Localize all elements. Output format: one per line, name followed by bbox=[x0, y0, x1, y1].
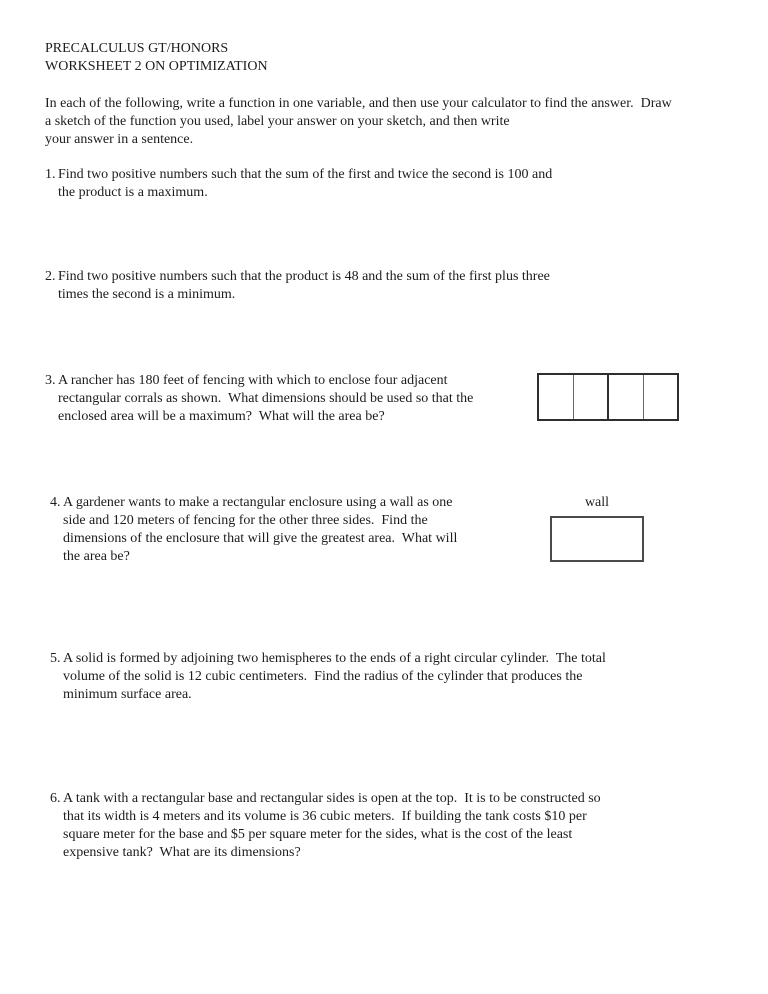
problem-3-number: 3. bbox=[45, 373, 56, 388]
corral-cell bbox=[539, 375, 574, 419]
problem-3-text: A rancher has 180 feet of fencing with which to enclose four adjacent bbox=[58, 373, 448, 388]
problem-4-number: 4. bbox=[50, 495, 61, 510]
wall-label: wall bbox=[584, 495, 610, 510]
problem-5-text: A solid is formed by adjoining two hemispheres to the ends of a right circular cylinder. The total bbox=[63, 651, 606, 666]
problem-6-text: that its width is 4 meters and its volume is 36 cubic meters. If building the tank costs $10 per bbox=[63, 809, 587, 824]
problem-3 bbox=[45, 372, 473, 426]
problem-4-text: dimensions of the enclosure that will give the greatest area. What will bbox=[63, 531, 458, 546]
problem-5-number: 5. bbox=[50, 651, 61, 666]
problem-3-text: rectangular corrals as shown. What dimensions should be used so that the bbox=[58, 391, 474, 406]
instructions-line: a sketch of the function you used, label your answer on your sketch, and then write bbox=[45, 114, 510, 129]
worksheet-header bbox=[45, 40, 268, 76]
corral-cell bbox=[609, 375, 644, 419]
problem-3-text: enclosed area will be a maximum? What will the area be? bbox=[58, 409, 385, 424]
corral-diagram bbox=[537, 373, 679, 421]
problem-1-text: the product is a maximum. bbox=[58, 185, 208, 200]
instructions-line: In each of the following, write a function in one variable, and then use your calculator to find the answer. Draw bbox=[45, 96, 672, 111]
problem-5-text: minimum surface area. bbox=[63, 687, 192, 702]
course-title: PRECALCULUS GT/HONORS bbox=[45, 41, 229, 56]
problem-2-number: 2. bbox=[45, 269, 56, 284]
problem-6 bbox=[50, 790, 601, 862]
problem-2 bbox=[45, 268, 550, 304]
problem-1-text: Find two positive numbers such that the sum of the first and twice the second is 100 and bbox=[58, 167, 553, 182]
problem-1 bbox=[45, 166, 552, 202]
problem-4-text: A gardener wants to make a rectangular enclosure using a wall as one bbox=[63, 495, 453, 510]
problem-2-text: Find two positive numbers such that the product is 48 and the sum of the first plus three bbox=[58, 269, 550, 284]
problem-6-text: expensive tank? What are its dimensions? bbox=[63, 845, 301, 860]
instructions-paragraph bbox=[45, 95, 672, 149]
worksheet-title: WORKSHEET 2 ON OPTIMIZATION bbox=[45, 59, 268, 74]
problem-4-text: the area be? bbox=[63, 549, 130, 564]
problem-4 bbox=[50, 494, 457, 566]
problem-2-text: times the second is a minimum. bbox=[58, 287, 236, 302]
problem-6-text: A tank with a rectangular base and rectangular sides is open at the top. It is to be constructed so bbox=[63, 791, 601, 806]
corral-cell bbox=[644, 375, 678, 419]
problem-6-text: square meter for the base and $5 per square meter for the sides, what is the cost of the least bbox=[63, 827, 573, 842]
problem-4-text: side and 120 meters of fencing for the other three sides. Find the bbox=[63, 513, 428, 528]
problem-5-text: volume of the solid is 12 cubic centimeters. Find the radius of the cylinder that produces the bbox=[63, 669, 583, 684]
wall-enclosure-diagram bbox=[550, 516, 644, 562]
problem-6-number: 6. bbox=[50, 791, 61, 806]
instructions-line: your answer in a sentence. bbox=[45, 132, 194, 147]
problem-5 bbox=[50, 650, 606, 704]
corral-cell bbox=[574, 375, 610, 419]
problem-1-number: 1. bbox=[45, 167, 56, 182]
